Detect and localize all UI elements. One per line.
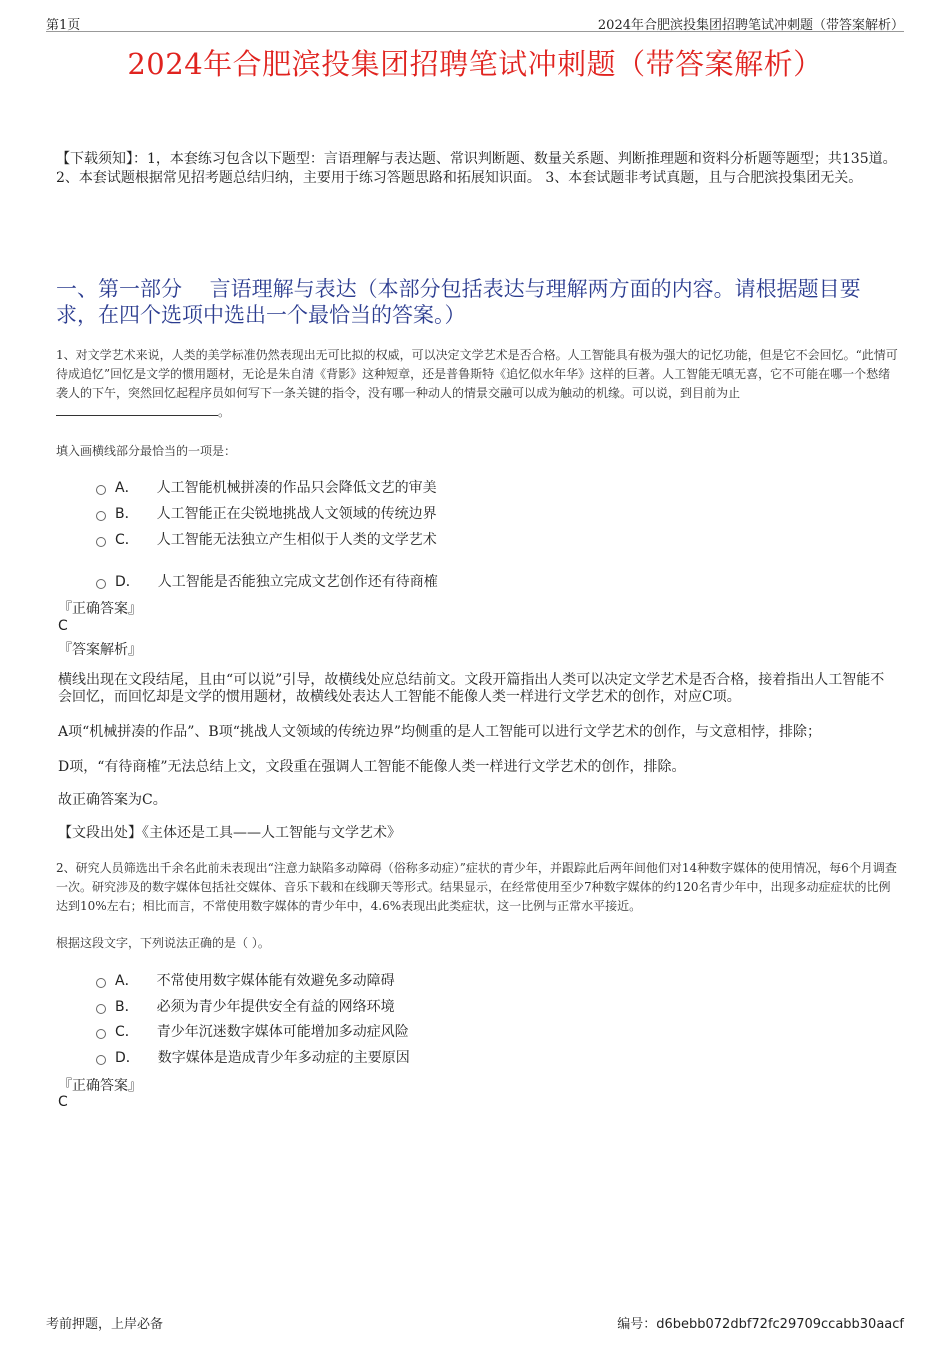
question-2-text: 2、研究人员筛选出千余名此前未表现出“注意力缺陷多动障碍（俗称多动症）”症状的青少年，并跟踪此后两年间他们对14种数字媒体的使用情况，每6个月调查一次。研究涉及的数字媒体包括社交媒体、音乐下载和在线聊天等形式。结果显示，在经常使用至少7种数字媒体的约120名青少年中，出现多动症症状的比例达到10%左右；相比而言，不常使用数字媒体的青少年中，4.6%表现出此类症状，这一比例与正常水平接近。 bbox=[56, 861, 897, 913]
question-1-option-c[interactable] bbox=[96, 529, 437, 549]
question-1-body-end: 。 bbox=[218, 405, 231, 419]
question-2-answer: C bbox=[58, 1094, 68, 1110]
radio-icon[interactable] bbox=[96, 485, 106, 495]
question-1-option-a[interactable] bbox=[96, 477, 437, 497]
doc-id-label: 编号： bbox=[617, 1317, 657, 1332]
option-letter: B． bbox=[115, 999, 139, 1015]
radio-icon[interactable] bbox=[96, 1004, 106, 1014]
option-letter: A． bbox=[115, 480, 139, 496]
question-1-analysis-label: 『答案解析』 bbox=[58, 642, 142, 658]
question-1-source: 【文段出处】《主体还是工具——人工智能与文学艺术》 bbox=[58, 825, 401, 841]
question-2-option-b[interactable] bbox=[96, 996, 395, 1016]
option-text: 必须为青少年提供安全有益的网络环境 bbox=[156, 999, 395, 1015]
radio-icon[interactable] bbox=[96, 537, 106, 547]
option-letter: C． bbox=[115, 532, 139, 548]
option-text: 人工智能机械拼凑的作品只会降低文艺的审美 bbox=[156, 480, 437, 496]
question-1-body: 1、对文学艺术来说，人类的美学标准仍然表现出无可比拟的权威，可以决定文学艺术是否合格。人工智能具有极为强大的记忆功能，但是它不会回忆。“此情可待成追忆”回忆是文学的惯用题材，无论是朱自清《背影》这种短章，还是普鲁斯特《追忆似水年华》这样的巨著。人工智能无嗔无喜，它不可能在哪一个愁绪袭人的下午，突然回忆起程序员如何写下一条关键的指令，没有哪一种动人的情景交融可以成为触动的机缘。可以说，到目前为止 bbox=[56, 348, 898, 400]
question-1-option-b[interactable] bbox=[96, 503, 437, 523]
section-heading: 一、第一部分 言语理解与表达（本部分包括表达与理解两方面的内容。请根据题目要求，在四个选项中选出一个最恰当的答案。） bbox=[56, 277, 861, 327]
question-2-option-c[interactable] bbox=[96, 1021, 409, 1041]
question-2-prompt: 根据这段文字，下列说法正确的是（ ）。 bbox=[56, 936, 270, 950]
option-letter: D． bbox=[115, 574, 140, 590]
header-divider bbox=[46, 31, 904, 32]
answer-blank bbox=[56, 403, 218, 416]
footer-slogan: 考前押题，上岸必备 bbox=[46, 1317, 164, 1332]
question-1-text bbox=[56, 346, 898, 422]
radio-icon[interactable] bbox=[96, 978, 106, 988]
radio-icon[interactable] bbox=[96, 511, 106, 521]
analysis-paragraph: A项“机械拼凑的作品”、B项“挑战人文领域的传统边界”均侧重的是人工智能可以进行文学艺术的创作，与文意相悖，排除； bbox=[58, 724, 822, 740]
option-letter: A． bbox=[115, 973, 139, 989]
page-title: 2024年合肥滨投集团招聘笔试冲刺题（带答案解析） bbox=[127, 47, 823, 81]
question-2-option-a[interactable] bbox=[96, 970, 395, 990]
question-2-answer-label: 『正确答案』 bbox=[58, 1078, 142, 1094]
download-notice: 【下载须知】：1，本套练习包含以下题型：言语理解与表达题、常识判断题、数量关系题、判断推理题和资料分析题等题型；共135道。 2、本套试题根据常见招考题总结归纳，主要用于练习答题思路和拓展知识面。 3、本套试题非考试真题，且与合肥滨投集团无关。 bbox=[56, 151, 897, 186]
option-text: 数字媒体是造成青少年多动症的主要原因 bbox=[157, 1050, 410, 1066]
option-text: 人工智能是否能独立完成文艺创作还有待商榷 bbox=[157, 574, 438, 590]
option-text: 不常使用数字媒体能有效避免多动障碍 bbox=[156, 973, 395, 989]
analysis-conclusion: 故正确答案为C。 bbox=[58, 792, 167, 808]
question-1-prompt: 填入画横线部分最恰当的一项是： bbox=[56, 444, 237, 458]
doc-id-code: d6bebb072dbf72fc29709ccabb30aacf bbox=[656, 1317, 904, 1332]
analysis-paragraph: D项，“有待商榷”无法总结上文，文段重在强调人工智能不能像人类一样进行文学艺术的创作，排除。 bbox=[58, 759, 686, 775]
option-letter: C． bbox=[115, 1024, 139, 1040]
footer-doc-id bbox=[617, 1313, 904, 1332]
option-letter: B． bbox=[115, 506, 139, 522]
page-number: 第1页 bbox=[46, 18, 81, 33]
option-text: 青少年沉迷数字媒体可能增加多动症风险 bbox=[156, 1024, 409, 1040]
radio-icon[interactable] bbox=[96, 1055, 106, 1065]
analysis-paragraph: 横线出现在文段结尾，且由“可以说”引导，故横线处应总结前文。文段开篇指出人类可以决定文学艺术是否合格，接着指出人工智能不会回忆，而回忆却是文学的惯用题材，故横线处表达人工智能不能像人类一样进行文学艺术的创作，对应C项。 bbox=[58, 672, 885, 705]
question-1-answer-label: 『正确答案』 bbox=[58, 601, 142, 617]
option-text: 人工智能正在尖锐地挑战人文领域的传统边界 bbox=[156, 506, 437, 522]
radio-icon[interactable] bbox=[96, 1029, 106, 1039]
question-1-option-d[interactable] bbox=[96, 571, 438, 591]
header-doc-title: 2024年合肥滨投集团招聘笔试冲刺题（带答案解析） bbox=[597, 18, 904, 33]
question-1-answer: C bbox=[58, 618, 68, 634]
option-text: 人工智能无法独立产生相似于人类的文学艺术 bbox=[156, 532, 437, 548]
question-2-option-d[interactable] bbox=[96, 1047, 410, 1067]
option-letter: D． bbox=[115, 1050, 140, 1066]
radio-icon[interactable] bbox=[96, 579, 106, 589]
